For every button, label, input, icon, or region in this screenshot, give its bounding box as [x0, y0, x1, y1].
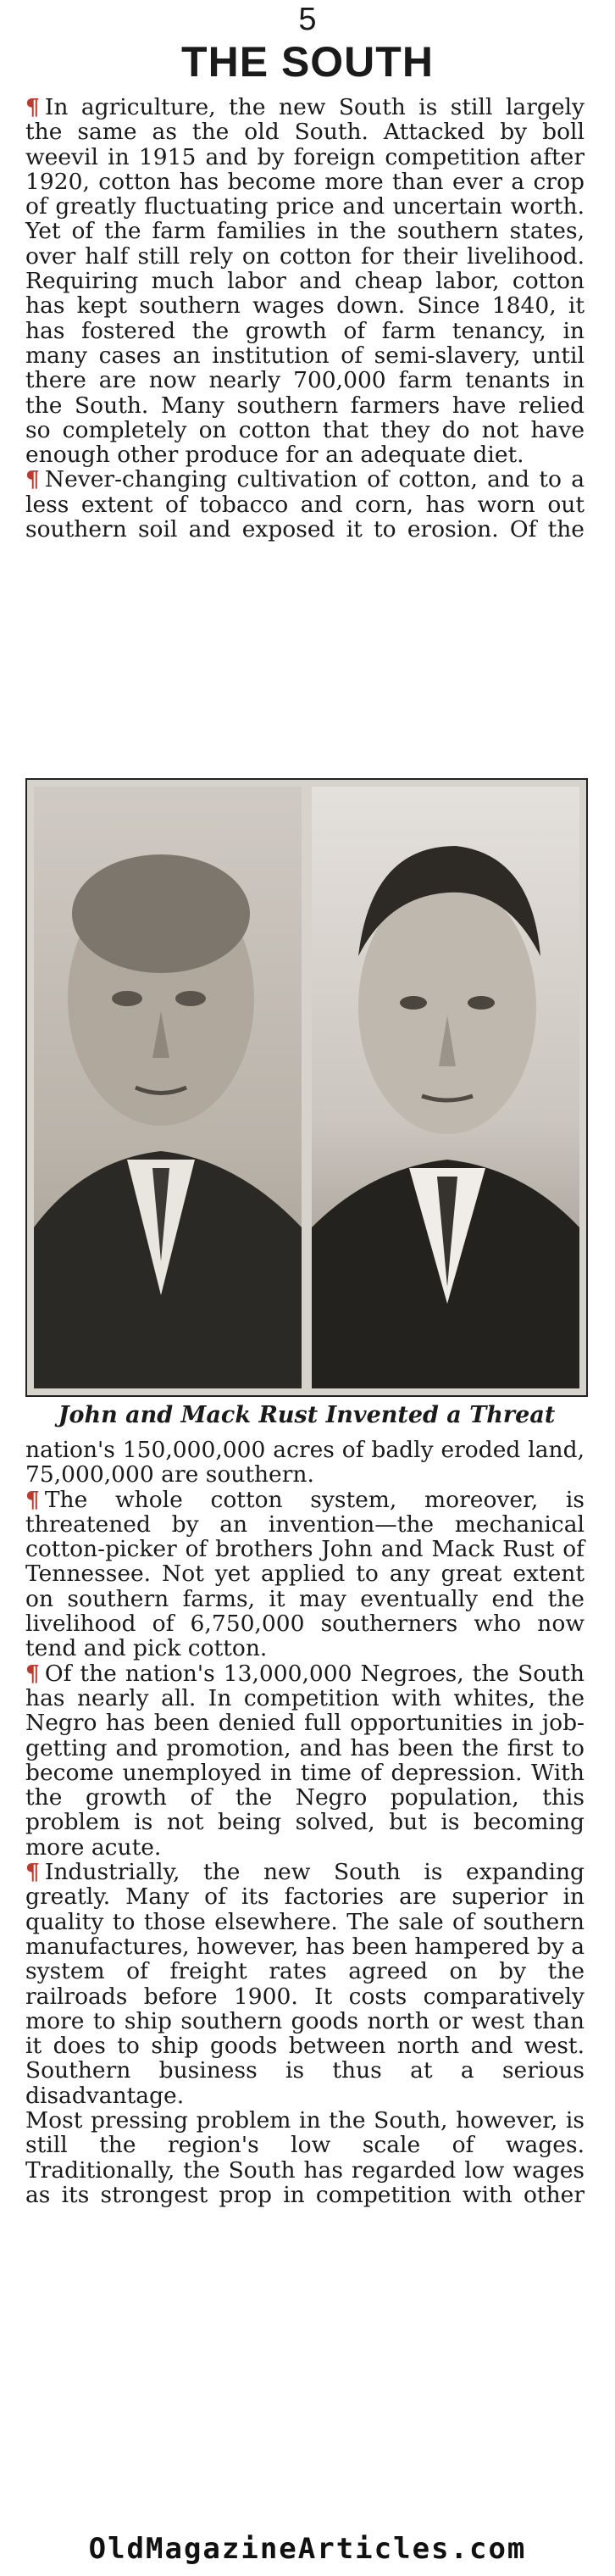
- text-column-bottom: [25, 1438, 585, 2207]
- paragraph-mark-icon: ¶: [25, 1859, 40, 1886]
- paragraph-industry: ¶ Industrially, the new South is expanding greatly. Many of its factories are superior in quality to those elsewhere. The sale of southern manufactures, however, has been hampered by a system of freight rates agreed on by the railroads before 1900. It costs comparatively more to ship southern goods north or west than it does to ship goods between north and west. Southern business is thus at a serious disadvantage.: [25, 1859, 585, 2109]
- portrait-john-rust: [34, 787, 302, 1388]
- photo-caption: John and Mack Rust Invented a Threat: [58, 1402, 556, 1428]
- paragraph-mark-icon: ¶: [25, 1660, 40, 1687]
- paragraph-mark-icon: ¶: [25, 94, 40, 120]
- rust-brothers-photo: [25, 778, 588, 1397]
- portrait-right-illustration: [312, 787, 579, 1388]
- site-watermark: OldMagazineArticles.com: [88, 2532, 527, 2566]
- paragraph-erosion-end: nation's 150,000,000 acres of badly eroded land, 75,000,000 are southern.: [25, 1437, 585, 1488]
- paragraph-cotton-picker: ¶ The whole cotton system, moreover, is threatened by an invention—the mechanical cotton-picker of brothers John and Mack Rust of Tennessee. Not yet applied to any great extent on southern farms, it may eventually end the livelihood of 6,750,000 southerners who now tend and pick cotton.: [25, 1486, 585, 1662]
- portrait-mack-rust: [312, 787, 579, 1388]
- paragraph-wages: Most pressing problem in the South, however, is still the region's low scale of wages. Traditionally, the South has regarded low wages as its strongest prop in competition with other: [25, 2107, 585, 2208]
- paragraph-agriculture: ¶ In agriculture, the new South is still largely the same as the old South. Attacked by boll weevil in 1915 and by foreign competition after 1920, cotton has become more than ever a crop of greatly fluctuating price and uncertain worth. Yet of the farm families in the southern states, over half still rely on cotton for their livelihood. Requiring much labor and cheap labor, cotton has kept southern wages down. Since 1840, it has fostered the growth of farm tenancy, in many cases an institution of semi-slavery, until there are now nearly 700,000 farm tenants in the South. Many southern farmers have relied so completely on cotton that they do not have enough other produce for an adequate diet.: [25, 94, 585, 469]
- portrait-left-illustration: [34, 787, 302, 1388]
- article-title: THE SOUTH: [181, 38, 434, 86]
- paragraph-negroes: ¶ Of the nation's 13,000,000 Negroes, the South has nearly all. In competition with whites, the Negro has been denied full opportunities in job-getting and promotion, and has been the first to become unemployed in time of depression. With the growth of the Negro population, this problem is not being solved, but is becoming more acute.: [25, 1660, 585, 1861]
- paragraph-mark-icon: ¶: [25, 466, 40, 493]
- paragraph-erosion-start: ¶ Never-changing cultivation of cotton, and to a less extent of tobacco and corn, has worn out southern soil and exposed it to erosion. Of the: [25, 466, 585, 543]
- text-column-top: [25, 95, 585, 542]
- page-number: 5: [298, 2, 317, 37]
- paragraph-mark-icon: ¶: [25, 1486, 40, 1513]
